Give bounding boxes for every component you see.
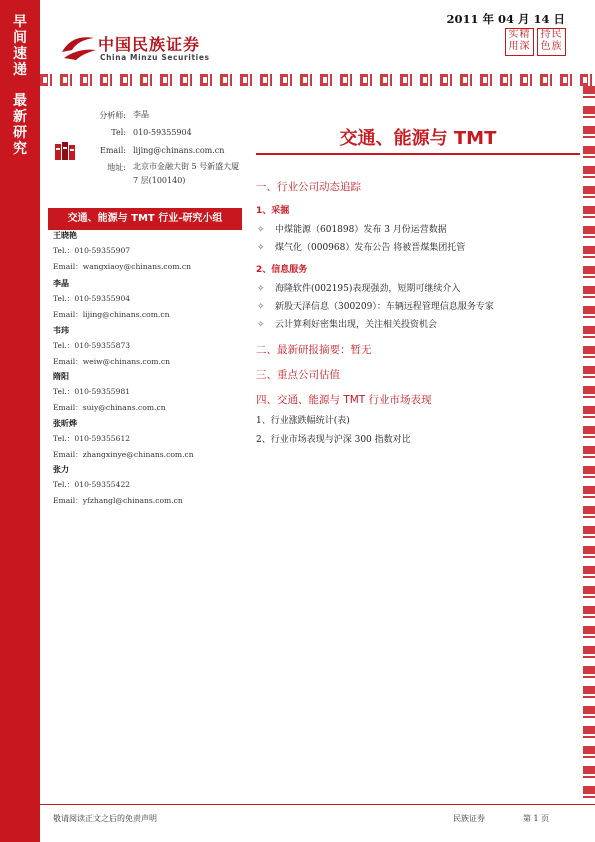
analyst-email[interactable]: lijing@chinans.com.cn: [133, 146, 225, 155]
analyst-name-label: 分析师:: [99, 111, 126, 120]
section-heading-1: 一、行业公司动态追踪: [256, 181, 361, 193]
section-heading-3[interactable]: 三、重点公司估值: [256, 369, 340, 381]
member-name: 王晓艳: [53, 230, 77, 240]
member-email[interactable]: Email：yfzhangl@chinans.com.cn: [53, 496, 183, 505]
subsection-heading-info-services: 2、信息服务: [256, 265, 308, 275]
team-member: [53, 276, 253, 324]
section-heading-4[interactable]: 四、交通、能源与 TMT 行业市场表现: [256, 394, 432, 406]
bullet-diamond-icon: ✧: [257, 284, 265, 294]
member-email[interactable]: Email：wangxiaoy@chinans.com.cn: [53, 262, 191, 271]
analyst-tel: 010-59355904: [133, 128, 192, 137]
sidebar-label-morning: 早间速递: [13, 14, 27, 78]
analyst-tel-label: Tel:: [111, 128, 126, 137]
member-tel: Tel.：010-59355612: [53, 434, 131, 443]
member-email[interactable]: Email：weiw@chinans.com.cn: [53, 357, 171, 366]
logo-chinese-name: 中国民族证券: [98, 35, 201, 54]
member-tel: Tel.：010-59355981: [53, 387, 131, 396]
bullet-diamond-icon: ✧: [257, 225, 265, 235]
list-item-text: 煤气化（000968）发布公告 将被晋煤集团托管: [275, 243, 466, 253]
bullet-diamond-icon: ✧: [257, 320, 265, 330]
report-date: 2011 年 04 月 14 日: [446, 12, 565, 26]
analyst-address: 北京市金融大街 5 号新盛大厦 7 层(100140): [133, 162, 240, 185]
analyst-email-label: Email:: [99, 146, 126, 155]
list-item-text: 中煤能源（601898）发布 3 月份运营数据: [275, 225, 447, 235]
analyst-name: 李晶: [133, 110, 149, 119]
seal-stamp-left: 实精 用深: [505, 28, 534, 56]
list-item[interactable]: [257, 317, 437, 330]
list-item[interactable]: [257, 222, 447, 235]
footer-page-number: 第 1 页: [523, 814, 550, 823]
list-item[interactable]: 1、行业涨跌幅统计(表): [256, 416, 350, 426]
page-title: 交通、能源与 TMT: [339, 128, 497, 149]
analyst-address-label: 地址:: [107, 163, 126, 172]
member-tel: Tel.：010-59355422: [53, 480, 131, 489]
list-item-text: 新股天泽信息（300209）：车辆远程管理信息服务专家: [275, 302, 494, 312]
member-name: 隋阳: [53, 371, 69, 381]
list-item-text: 海隆软件(002195)表现强劲，短期可继续介入: [275, 284, 461, 294]
bullet-diamond-icon: ✧: [257, 302, 265, 312]
list-item-text: 云计算利好密集出现，关注相关投资机会: [275, 320, 438, 330]
bullet-diamond-icon: ✧: [257, 243, 265, 253]
member-email[interactable]: Email：lijing@chinans.com.cn: [53, 310, 170, 319]
member-tel: Tel.：010-59355904: [53, 294, 131, 303]
decorative-border-right: [583, 86, 595, 806]
member-name: 韦玮: [53, 325, 69, 335]
team-member: [53, 323, 253, 371]
company-logo: [58, 30, 258, 66]
team-member: [53, 369, 253, 417]
footer-company: 民族证券: [453, 814, 485, 823]
logo-mark-icon: [58, 30, 98, 64]
research-team-header: 交通、能源与 TMT 行业-研究小组: [48, 208, 242, 230]
member-tel: Tel.：010-59355873: [53, 341, 131, 350]
section-heading-2[interactable]: 二、最新研报摘要：暂无: [256, 344, 372, 356]
list-item[interactable]: [257, 240, 465, 253]
seal-stamp-right: 持民 色族: [537, 28, 566, 56]
subsection-heading-mining: 1、采掘: [256, 206, 290, 216]
member-name: 张昕烨: [53, 418, 77, 428]
member-name: 张力: [53, 464, 69, 474]
member-name: 李晶: [53, 278, 69, 288]
title-divider: [256, 153, 580, 155]
team-member: [53, 462, 253, 510]
member-email[interactable]: Email：zhangxinye@chinans.com.cn: [53, 450, 194, 459]
member-tel: Tel.：010-59355907: [53, 246, 131, 255]
logo-english-name: China Minzu Securities: [100, 53, 210, 62]
list-item[interactable]: 2、行业市场表现与沪深 300 指数对比: [256, 435, 411, 445]
decorative-border-top-inner: [40, 77, 595, 83]
list-item[interactable]: [257, 299, 494, 312]
member-email[interactable]: Email：suiy@chinans.com.cn: [53, 403, 166, 412]
footer-divider: [40, 804, 595, 805]
sidebar-label-research: 最新研究: [13, 93, 27, 157]
list-item[interactable]: [257, 281, 460, 294]
footer-disclaimer[interactable]: 敬请阅读正文之后的免责声明: [53, 814, 157, 823]
team-member: [53, 416, 253, 464]
team-member: [53, 228, 253, 276]
